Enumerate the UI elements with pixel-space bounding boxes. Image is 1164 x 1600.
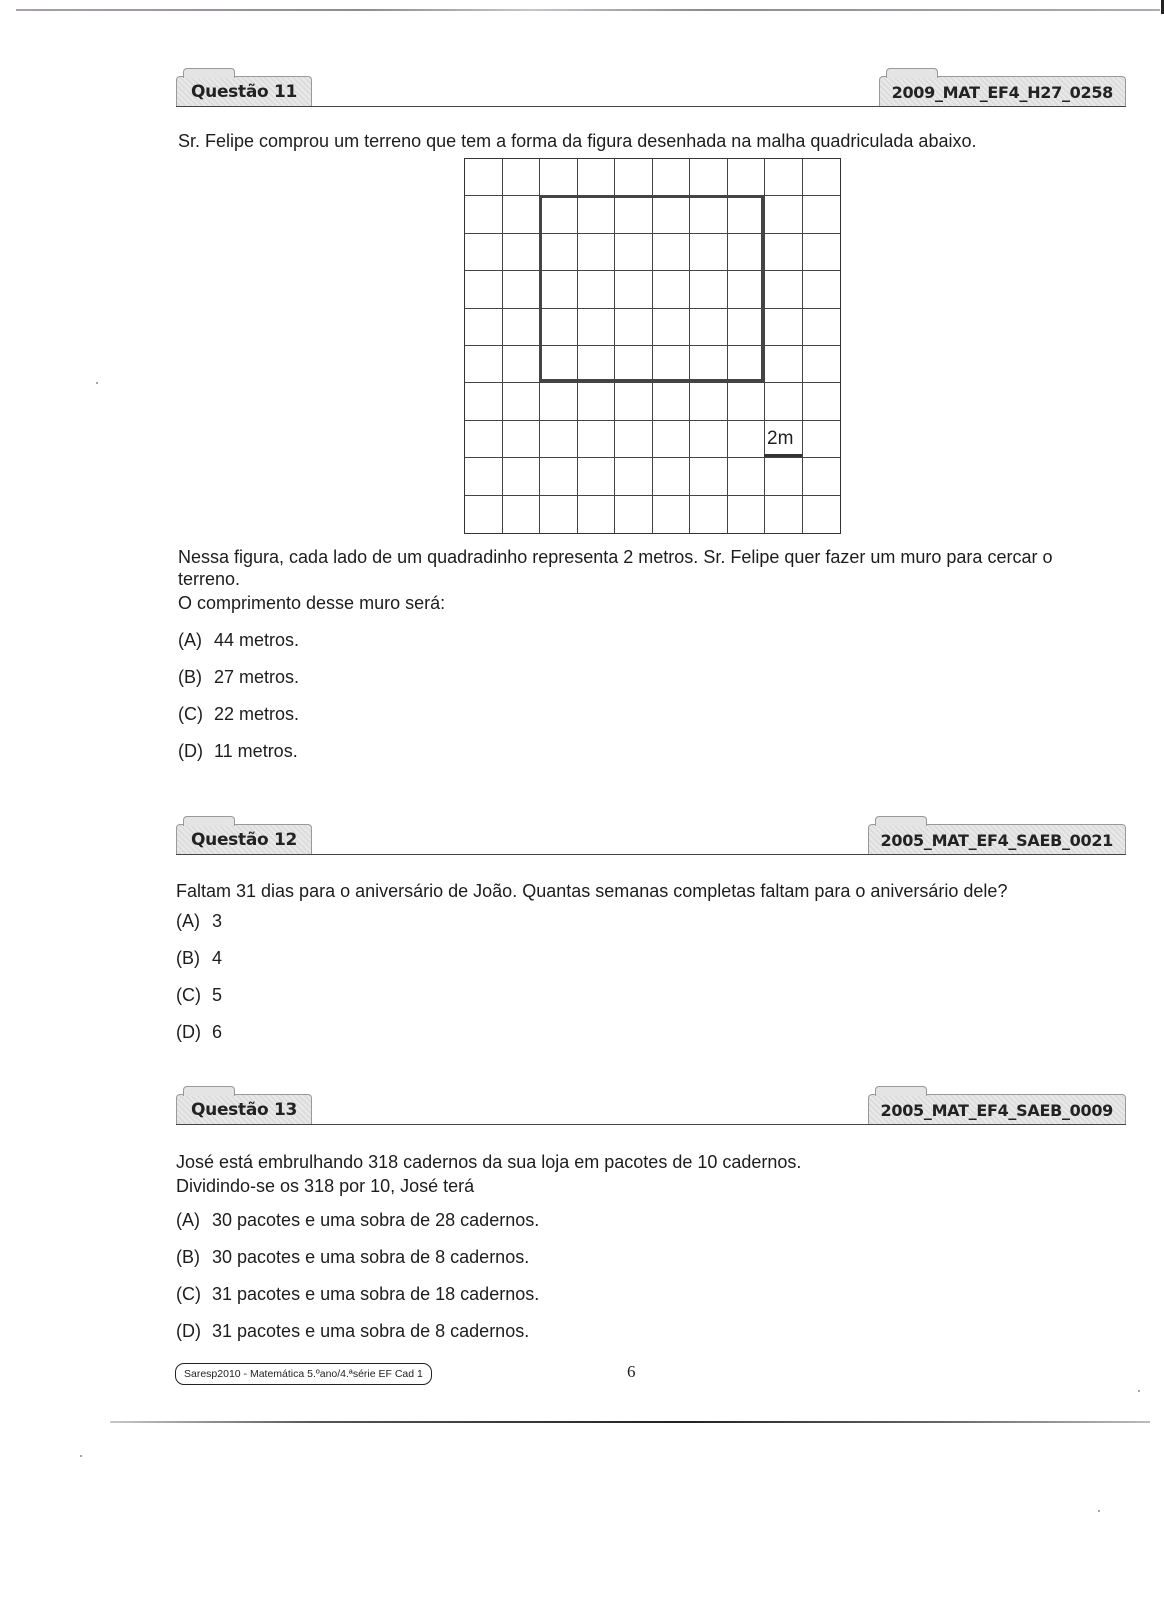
grid-cell <box>578 159 616 196</box>
option-text: 31 pacotes e uma sobra de 8 cadernos. <box>212 1321 530 1341</box>
grid-cell <box>653 383 691 420</box>
grid-cell <box>690 458 728 495</box>
grid-cell <box>503 196 541 233</box>
question-13-option-a[interactable] <box>176 1209 539 1231</box>
grid-cell <box>615 496 653 533</box>
question-13-option-d[interactable] <box>176 1320 529 1342</box>
grid-cell <box>465 159 503 196</box>
option-letter: (D) <box>176 1022 201 1042</box>
grid-cell <box>615 159 653 196</box>
grid-cell <box>465 346 503 383</box>
question-12-label: Questão 12 <box>176 824 312 855</box>
question-13-label: Questão 13 <box>176 1094 312 1125</box>
grid-cell <box>465 383 503 420</box>
grid-cell <box>653 421 691 458</box>
question-11-intro: Sr. Felipe comprou um terreno que tem a forma da figura desenhada na malha quadriculada abaixo. <box>178 131 977 151</box>
grid-cell <box>765 159 803 196</box>
grid-cell <box>465 458 503 495</box>
question-11-label: Questão 11 <box>176 76 312 107</box>
grid-cell <box>728 159 766 196</box>
grid-cell <box>803 159 841 196</box>
grid-cell <box>540 496 578 533</box>
grid-cell <box>540 383 578 420</box>
grid-cell <box>503 383 541 420</box>
question-12-option-d[interactable] <box>176 1021 222 1043</box>
question-13-option-c[interactable] <box>176 1283 539 1305</box>
grid-cell <box>578 421 616 458</box>
grid-cell <box>803 271 841 308</box>
grid-cell <box>503 159 541 196</box>
grid-cell <box>803 234 841 271</box>
question-13-header <box>176 1075 1126 1125</box>
grid-cell <box>540 421 578 458</box>
grid-cell <box>465 234 503 271</box>
option-letter: (A) <box>178 630 202 650</box>
question-12-header <box>176 805 1126 855</box>
grid-cell <box>578 496 616 533</box>
scale-label: 2m <box>767 428 794 449</box>
header-rule <box>176 854 1126 856</box>
option-text: 4 <box>212 948 223 968</box>
grid-cell <box>690 159 728 196</box>
option-letter: (A) <box>176 1210 200 1230</box>
question-11-option-a[interactable] <box>178 629 299 651</box>
grid-cell <box>503 271 541 308</box>
grid-cell <box>615 421 653 458</box>
option-letter: (B) <box>176 1247 200 1267</box>
grid-cell <box>728 421 766 458</box>
grid-cell <box>765 346 803 383</box>
question-11-prompt: O comprimento desse muro será: <box>178 593 446 613</box>
grid-cell <box>803 309 841 346</box>
option-letter: (D) <box>178 741 203 761</box>
scan-speck <box>96 382 98 384</box>
grid-cell <box>615 458 653 495</box>
question-12-option-a[interactable] <box>176 910 222 932</box>
grid-cell <box>465 309 503 346</box>
grid-cell <box>503 421 541 458</box>
question-11-code: 2009_MAT_EF4_H27_0258 <box>879 76 1126 107</box>
grid-cell <box>803 196 841 233</box>
grid-cell <box>465 421 503 458</box>
option-letter: (B) <box>176 948 200 968</box>
grid-cell <box>728 496 766 533</box>
footer-label: Saresp2010 - Matemática 5.ºano/4.ªsérie EF Cad 1 <box>175 1363 432 1385</box>
option-letter: (C) <box>176 1284 201 1304</box>
question-11-option-b[interactable] <box>178 666 299 688</box>
grid-cell <box>465 196 503 233</box>
question-11-option-c[interactable] <box>178 703 299 725</box>
question-13-stem-line2: Dividindo-se os 318 por 10, José terá <box>176 1176 475 1196</box>
option-text: 5 <box>212 985 223 1005</box>
grid-cell <box>503 346 541 383</box>
question-12-code: 2005_MAT_EF4_SAEB_0021 <box>868 824 1126 855</box>
grid-cell <box>803 383 841 420</box>
grid-cell <box>653 159 691 196</box>
question-11-header <box>176 57 1126 107</box>
question-12-stem: Faltam 31 dias para o aniversário de João. Quantas semanas completas faltam para o aniversário dele? <box>176 881 1008 901</box>
grid-cell <box>765 234 803 271</box>
question-12-option-b[interactable] <box>176 947 222 969</box>
option-text: 22 metros. <box>214 704 300 724</box>
option-letter: (A) <box>176 911 200 931</box>
grid-cell <box>503 234 541 271</box>
grid-cell <box>503 309 541 346</box>
option-text: 27 metros. <box>214 667 300 687</box>
header-rule <box>176 1124 1126 1126</box>
scan-speck <box>80 1455 82 1457</box>
terrain-outline <box>539 195 764 382</box>
question-13-option-b[interactable] <box>176 1246 529 1268</box>
grid-cell <box>803 346 841 383</box>
grid-cell <box>765 383 803 420</box>
grid-cell <box>765 496 803 533</box>
grid-cell <box>765 271 803 308</box>
option-text: 3 <box>212 911 223 931</box>
question-11-option-d[interactable] <box>178 740 298 762</box>
grid-cell <box>765 309 803 346</box>
grid-cell <box>690 383 728 420</box>
question-11-stem-line1: Nessa figura, cada lado de um quadradinho representa 2 metros. Sr. Felipe quer fazer um muro para cercar o <box>178 547 1053 567</box>
option-text: 30 pacotes e uma sobra de 8 cadernos. <box>212 1247 530 1267</box>
scan-border-top <box>16 9 1160 11</box>
option-letter: (B) <box>178 667 202 687</box>
grid-cell <box>765 458 803 495</box>
grid-cell <box>690 496 728 533</box>
grid-cell <box>653 458 691 495</box>
scale-bar <box>764 454 802 457</box>
grid-cell <box>803 496 841 533</box>
option-letter: (C) <box>178 704 203 724</box>
grid-cell <box>690 421 728 458</box>
grid-cell <box>765 196 803 233</box>
grid-cell <box>728 458 766 495</box>
grid-cell <box>578 383 616 420</box>
scan-speck <box>1098 1510 1100 1512</box>
option-letter: (D) <box>176 1321 201 1341</box>
grid-cell <box>615 383 653 420</box>
page-number: 6 <box>627 1362 636 1381</box>
grid-cell <box>540 458 578 495</box>
grid-cell <box>803 421 841 458</box>
grid-cell <box>503 496 541 533</box>
option-letter: (C) <box>176 985 201 1005</box>
grid-cell <box>803 458 841 495</box>
option-text: 6 <box>212 1022 223 1042</box>
grid-cell <box>578 458 616 495</box>
grid-cell <box>465 496 503 533</box>
grid-cell <box>540 159 578 196</box>
header-rule <box>176 106 1126 108</box>
question-13-stem-line1: José está embrulhando 318 cadernos da sua loja em pacotes de 10 cadernos. <box>176 1152 802 1172</box>
question-13-code: 2005_MAT_EF4_SAEB_0009 <box>868 1094 1126 1125</box>
grid-cell <box>728 383 766 420</box>
grid-cell <box>653 496 691 533</box>
grid-cell <box>503 458 541 495</box>
scan-border-bottom <box>110 1421 1150 1423</box>
option-text: 44 metros. <box>214 630 300 650</box>
grid-cell <box>465 271 503 308</box>
question-11-stem-line2: terreno. <box>178 569 241 589</box>
scan-speck <box>1138 1390 1140 1392</box>
option-text: 31 pacotes e uma sobra de 18 cadernos. <box>212 1284 540 1304</box>
option-text: 11 metros. <box>214 741 298 761</box>
option-text: 30 pacotes e uma sobra de 28 cadernos. <box>212 1210 540 1230</box>
question-12-option-c[interactable] <box>176 984 222 1006</box>
